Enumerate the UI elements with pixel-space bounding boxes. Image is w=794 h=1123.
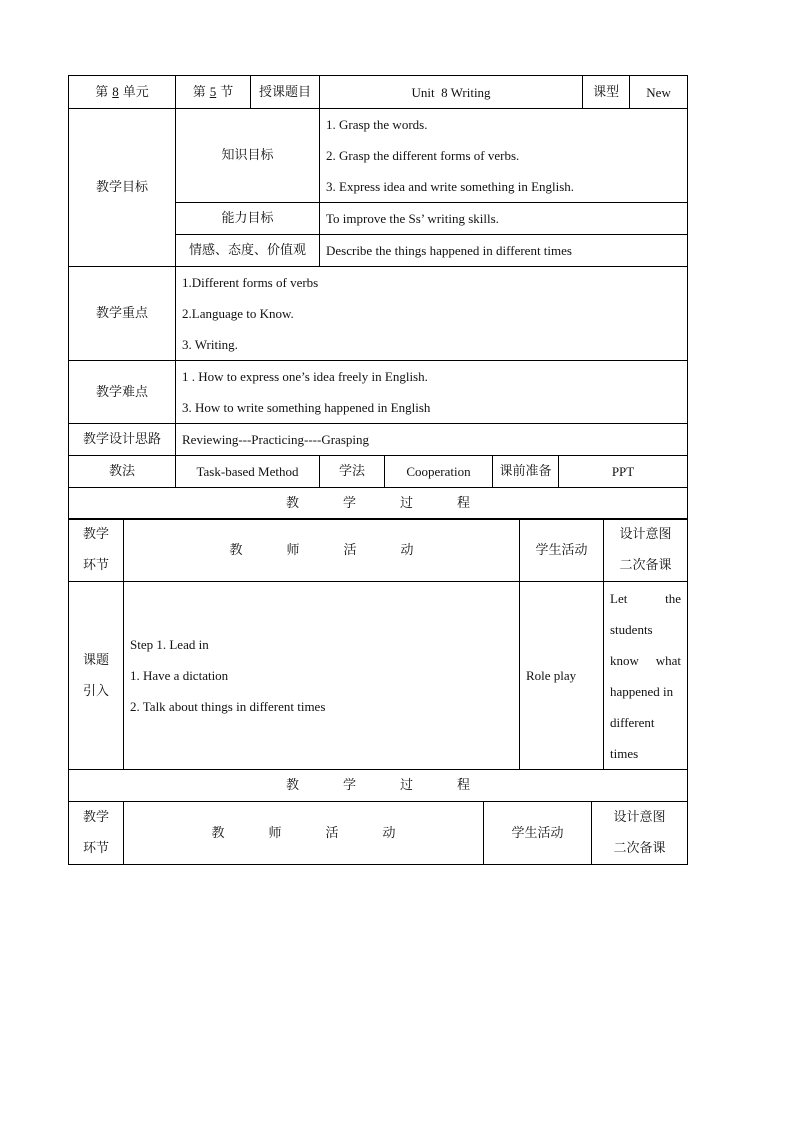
- lesson-student-activity: Role play: [520, 582, 604, 770]
- learn-method-value: Cooperation: [385, 456, 493, 488]
- objectives-label: 教学目标: [69, 109, 176, 267]
- emotion-label: 情感、态度、价值观: [176, 235, 320, 267]
- teacher-step: Step 1. Lead in: [130, 637, 209, 652]
- key-points-row: [69, 267, 688, 361]
- teacher-step: 2. Talk about things in different times: [130, 699, 326, 714]
- unit-cell: 第 8 单元: [69, 76, 176, 109]
- emotion-goal: Describe the things happened in different times: [320, 235, 688, 267]
- design-intent-header: 设计意图 二次备课: [604, 519, 688, 582]
- type-label: 课型: [583, 76, 630, 109]
- lesson-design-intent: Let the students know what happened in different times: [604, 582, 688, 770]
- key-points-label: 教学重点: [69, 267, 176, 361]
- process-header-row-2: [69, 802, 688, 865]
- teach-method-value: Task-based Method: [176, 456, 320, 488]
- knowledge-label: 知识目标: [176, 109, 320, 203]
- topic-label: 授课题目: [251, 76, 320, 109]
- process-title: 教 学 过 程: [69, 488, 688, 520]
- teacher-activity-header: 教 师 活 动: [124, 519, 520, 582]
- design-label: 教学设计思路: [69, 424, 176, 456]
- difficulties-list: [176, 361, 688, 424]
- difficulties-label: 教学难点: [69, 361, 176, 424]
- prep-value: PPT: [559, 456, 688, 488]
- process-header-row: [69, 519, 688, 582]
- type-value: New: [630, 76, 688, 109]
- difficulties-row: [69, 361, 688, 424]
- learn-method-label: 学法: [320, 456, 385, 488]
- design-intent-header-2: 设计意图 二次备课: [592, 802, 688, 865]
- topic-value: Unit 8 Writing: [320, 76, 583, 109]
- prep-label: 课前准备: [493, 456, 559, 488]
- design-row: [69, 424, 688, 456]
- difficulty: 3. How to write something happened in English: [182, 400, 431, 415]
- difficulty: 1 . How to express one’s idea freely in English.: [182, 369, 428, 384]
- lesson-row: [69, 582, 688, 770]
- key-point: 2.Language to Know.: [182, 306, 294, 321]
- teacher-activity-header-2: 教 师 活 动: [124, 802, 484, 865]
- knowledge-goal: 2. Grasp the different forms of verbs.: [326, 148, 520, 163]
- lesson-teacher-activity: [124, 582, 520, 770]
- header-row: [69, 76, 688, 109]
- lesson-stage: 课题 引入: [69, 582, 124, 770]
- teacher-step: 1. Have a dictation: [130, 668, 229, 683]
- knowledge-goal: 3. Express idea and write something in English.: [326, 179, 575, 194]
- stage-header-2: 教学 环节: [69, 802, 124, 865]
- objectives-knowledge-row: [69, 109, 688, 203]
- key-points-list: [176, 267, 688, 361]
- lesson-plan-table: [68, 75, 688, 520]
- section-cell: 第 5 节: [176, 76, 251, 109]
- key-point: 1.Different forms of verbs: [182, 275, 319, 290]
- ability-goal: To improve the Ss’ writing skills.: [320, 203, 688, 235]
- knowledge-goal: 1. Grasp the words.: [326, 117, 428, 132]
- section-number: 5: [209, 84, 217, 99]
- stage-header: 教学 环节: [69, 519, 124, 582]
- process-title-2: 教 学 过 程: [69, 770, 688, 802]
- key-point: 3. Writing.: [182, 337, 238, 352]
- unit-number: 8: [112, 84, 119, 99]
- process-title-row: [69, 488, 688, 520]
- process-title-row-2: [69, 770, 688, 802]
- student-activity-header: 学生活动: [520, 519, 604, 582]
- process-table-2: [68, 801, 688, 865]
- student-activity-header-2: 学生活动: [484, 802, 592, 865]
- knowledge-goals: [320, 109, 688, 203]
- process-table-1: [68, 518, 688, 802]
- teach-method-label: 教法: [69, 456, 176, 488]
- ability-label: 能力目标: [176, 203, 320, 235]
- methods-row: [69, 456, 688, 488]
- design-value: Reviewing---Practicing----Grasping: [176, 424, 688, 456]
